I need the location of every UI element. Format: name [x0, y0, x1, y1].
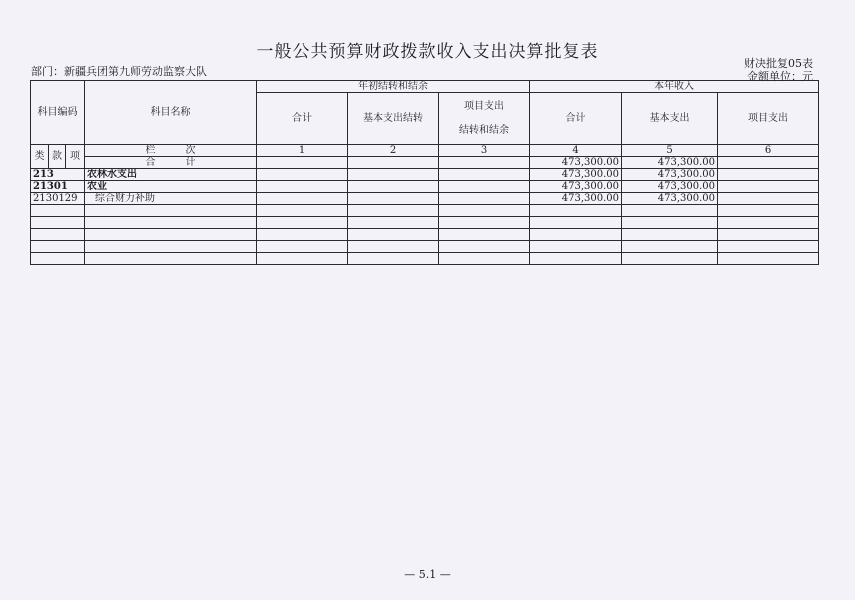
- header-opening-total: 合计: [257, 93, 348, 145]
- empty-cell: [439, 241, 530, 253]
- header-group-income: 本年收入: [530, 81, 819, 93]
- col-number: 5: [622, 145, 718, 157]
- amount-cell: 473,300.00: [530, 169, 622, 181]
- lanci-label: 栏 次: [85, 145, 257, 157]
- amount-cell: 473,300.00: [622, 181, 718, 193]
- empty-cell: [348, 205, 439, 217]
- table-row: [31, 181, 819, 193]
- approval-table: [30, 80, 819, 265]
- amount-cell: [348, 169, 439, 181]
- header-project-carry-line1: 项目支出: [464, 100, 504, 112]
- empty-cell: [348, 241, 439, 253]
- amount-cell: [348, 193, 439, 205]
- subject-name: 农业: [85, 181, 257, 193]
- header-lei: 类: [31, 145, 49, 169]
- header-project-exp: 项目支出: [718, 93, 819, 145]
- empty-cell: [31, 205, 85, 217]
- header-code: 科目编码: [31, 81, 85, 145]
- header-project-carry: [439, 93, 530, 145]
- subject-code: 213: [31, 169, 85, 181]
- amount-cell: 473,300.00: [622, 169, 718, 181]
- empty-cell: [622, 217, 718, 229]
- table-row: [31, 193, 819, 205]
- total-cell: [718, 157, 819, 169]
- subject-name: 综合财力补助: [85, 193, 257, 205]
- amount-cell: 473,300.00: [530, 193, 622, 205]
- empty-cell: [257, 241, 348, 253]
- empty-cell: [439, 253, 530, 265]
- empty-cell: [348, 217, 439, 229]
- col-number: 3: [439, 145, 530, 157]
- empty-cell: [530, 205, 622, 217]
- empty-row: [31, 205, 819, 217]
- amount-cell: [257, 169, 348, 181]
- total-cell: [348, 157, 439, 169]
- empty-cell: [348, 229, 439, 241]
- empty-cell: [439, 217, 530, 229]
- empty-row: [31, 253, 819, 265]
- empty-cell: [85, 205, 257, 217]
- subject-name: 农林水支出: [85, 169, 257, 181]
- header-name: 科目名称: [85, 81, 257, 145]
- amount-cell: 473,300.00: [530, 181, 622, 193]
- empty-cell: [85, 217, 257, 229]
- empty-cell: [530, 229, 622, 241]
- empty-cell: [257, 205, 348, 217]
- empty-cell: [530, 217, 622, 229]
- empty-cell: [31, 229, 85, 241]
- header-basic-exp: 基本支出: [622, 93, 718, 145]
- empty-cell: [622, 205, 718, 217]
- header-group-opening: 年初结转和结余: [257, 81, 530, 93]
- total-cell: 473,300.00: [622, 157, 718, 169]
- amount-cell: [348, 181, 439, 193]
- empty-cell: [622, 229, 718, 241]
- subject-code: 21301: [31, 181, 85, 193]
- empty-cell: [718, 253, 819, 265]
- total-cell: 473,300.00: [530, 157, 622, 169]
- empty-cell: [257, 229, 348, 241]
- empty-cell: [718, 229, 819, 241]
- amount-cell: [439, 181, 530, 193]
- amount-cell: [257, 193, 348, 205]
- col-number: 1: [257, 145, 348, 157]
- empty-cell: [718, 205, 819, 217]
- col-number: 6: [718, 145, 819, 157]
- empty-cell: [530, 253, 622, 265]
- page-number: — 5.1 —: [404, 568, 451, 581]
- empty-cell: [530, 241, 622, 253]
- amount-cell: 473,300.00: [622, 193, 718, 205]
- header-basic-carry: 基本支出结转: [348, 93, 439, 145]
- amount-cell: [718, 169, 819, 181]
- page-title: 一般公共预算财政拨款收入支出决算批复表: [256, 42, 599, 62]
- total-cell: [257, 157, 348, 169]
- amount-cell: [257, 181, 348, 193]
- empty-cell: [622, 253, 718, 265]
- empty-cell: [439, 205, 530, 217]
- empty-row: [31, 241, 819, 253]
- empty-cell: [439, 229, 530, 241]
- header-income-total: 合计: [530, 93, 622, 145]
- total-cell: [439, 157, 530, 169]
- col-number: 4: [530, 145, 622, 157]
- amount-cell: [718, 181, 819, 193]
- empty-cell: [622, 241, 718, 253]
- amount-cell: [439, 193, 530, 205]
- empty-cell: [257, 253, 348, 265]
- empty-cell: [85, 241, 257, 253]
- empty-cell: [718, 217, 819, 229]
- empty-row: [31, 217, 819, 229]
- empty-cell: [348, 253, 439, 265]
- empty-cell: [31, 217, 85, 229]
- amount-cell: [439, 169, 530, 181]
- header-kuan: 款: [49, 145, 66, 169]
- amount-unit: 金额单位：元: [747, 70, 813, 83]
- col-number: 2: [348, 145, 439, 157]
- header-project-carry-line2: 结转和结余: [459, 124, 509, 136]
- empty-cell: [85, 229, 257, 241]
- subject-code: 2130129: [31, 193, 85, 205]
- empty-row: [31, 229, 819, 241]
- empty-cell: [31, 253, 85, 265]
- header-xiang: 项: [66, 145, 85, 169]
- table-row: [31, 169, 819, 181]
- total-label: 合 计: [85, 157, 257, 169]
- form-code: 财决批复05表: [744, 57, 813, 70]
- empty-cell: [257, 217, 348, 229]
- amount-cell: [718, 193, 819, 205]
- empty-cell: [85, 253, 257, 265]
- department-label: 部门：新疆兵团第九师劳动监察大队: [31, 65, 207, 78]
- empty-cell: [31, 241, 85, 253]
- empty-cell: [718, 241, 819, 253]
